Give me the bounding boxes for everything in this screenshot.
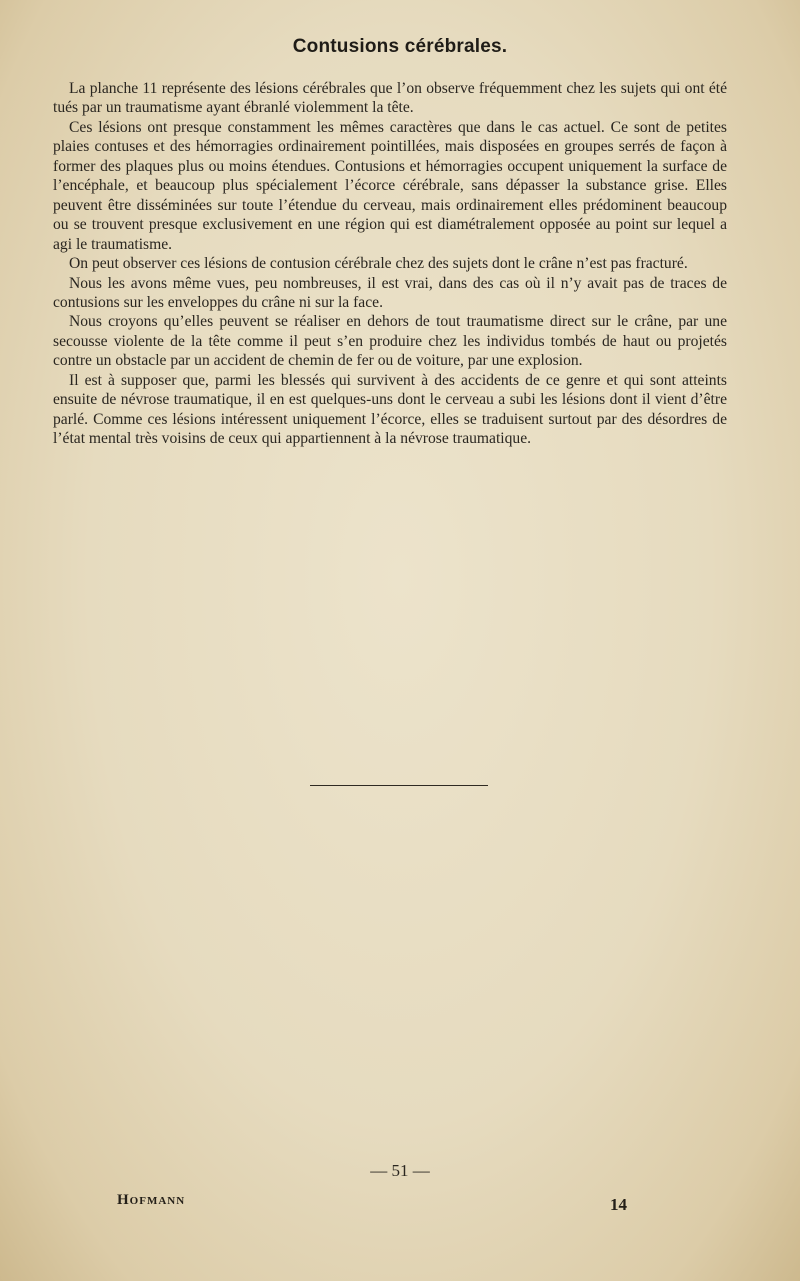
body-text (53, 79, 727, 449)
paragraph: On peut observer ces lésions de contusion cérébrale chez des sujets dont le crâne n’est pas fracturé. (69, 255, 688, 273)
paragraph: Nous les avons même vues, peu nombreuses, il est vrai, dans des cas où il n’y avait pas de traces de contusions sur les enveloppes du crâne ni sur la face. (53, 274, 727, 311)
paragraph: Il est à supposer que, parmi les blessés qui survivent à des accidents de ce genre et qui sont atteints ensuite de névrose traumatique, il en est quelques-uns dont le cerveau a subi les lésions dont il vient d’être parlé. Comme ces lésions intéressent uniquement l’écorce, elles se traduisent surtout par des désordres de l’état mental très voisins de ceux qui appartiennent à la névrose traumatique. (53, 371, 727, 448)
paragraph: Ces lésions ont presque constamment les mêmes caractères que dans le cas actuel. Ce sont de petites plaies contuses et des hémorragies ordinairement pointillées, mais disposées en groupes serrés de façon à former des plaques plus ou moins étendues. Contusions et hémorragies occupent uniquement la surface de l’encéphale, et beaucoup plus spécialement l’écorce cérébrale, sans dépasser la substance grise. Elles peuvent être disséminées sur toute l’étendue du cerveau, mais ordinairement elles prédominent beaucoup ou se trouvent presque exclusivement en une région qui est diamétralement opposée au point sur lequel a agi le traumatisme. (53, 118, 727, 253)
paragraph: Nous croyons qu’elles peuvent se réaliser en dehors de tout traumatisme direct sur le crâne, par une secousse violente de la tête comme il peut s’en produire chez les individus tombés de haut ou projetés contre un obstacle par un accident de chemin de fer ou de voiture, par une explosion. (53, 313, 727, 370)
page-title: Contusions cérébrales. (292, 36, 508, 57)
signature-mark: 14 (610, 1195, 627, 1214)
section-divider (310, 785, 488, 786)
paragraph: La planche 11 représente des lésions cérébrales que l’on observe fréquemment chez les sujets qui ont été tués par un traumatisme ayant ébranlé violemment la tête. (53, 80, 727, 117)
page-number: — 51 — (370, 1161, 430, 1180)
running-author: Hofmann (117, 1192, 186, 1208)
